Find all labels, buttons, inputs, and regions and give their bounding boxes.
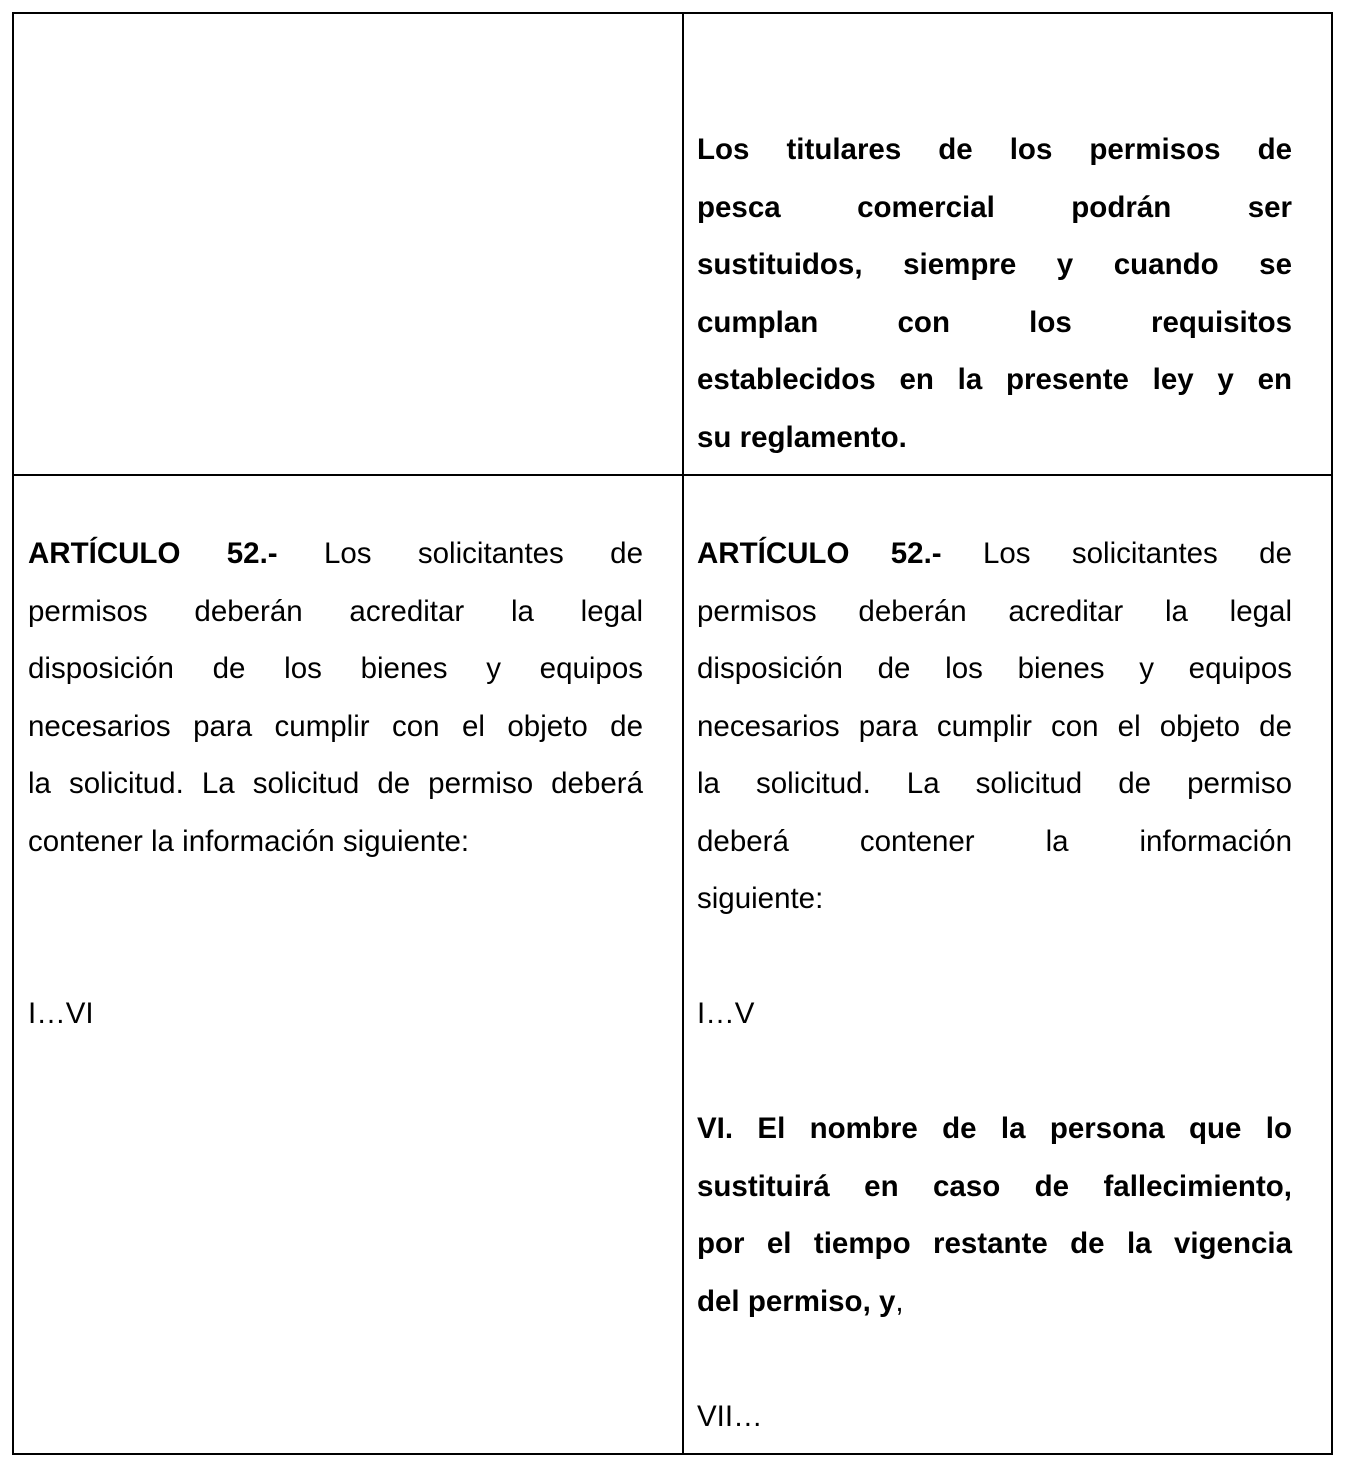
text-fragment: Los solicitantes de xyxy=(277,537,643,570)
text-line: la solicitud. La solicitud de permiso deberá xyxy=(28,767,643,800)
fractions-reference: I…V xyxy=(697,997,755,1030)
comparison-table xyxy=(12,12,1333,1455)
text-line: siguiente: xyxy=(697,882,824,915)
fraction-vii: VII… xyxy=(697,1400,763,1433)
article-label: ARTÍCULO 52.- xyxy=(28,537,278,570)
column-divider xyxy=(682,14,684,1453)
text-line: contener la información siguiente: xyxy=(28,824,470,858)
text-line xyxy=(697,1273,1292,1331)
text-line: sustituirá en caso de fallecimiento, xyxy=(697,1169,1292,1203)
row-divider xyxy=(14,474,1331,476)
text-line xyxy=(697,525,1292,583)
text-line: sustituidos, siempre y cuando se xyxy=(697,248,1292,281)
text-line: por el tiempo restante de la vigencia xyxy=(697,1227,1292,1260)
text-line: establecidos en la presente ley y en xyxy=(697,363,1292,396)
text-line: necesarios para cumplir con el objeto de xyxy=(697,709,1292,743)
fractions-reference: I…VI xyxy=(28,997,94,1030)
text-fragment: Los solicitantes de xyxy=(941,537,1292,570)
fraction-vi xyxy=(697,1100,1292,1330)
text-line xyxy=(28,525,643,583)
text-fragment: , xyxy=(895,1284,904,1318)
text-line: su reglamento. xyxy=(697,420,907,454)
cell-top-left xyxy=(14,14,682,474)
text-fragment: del permiso, y xyxy=(697,1284,896,1318)
text-line: Los titulares de los permisos de xyxy=(697,133,1292,166)
cell-bottom-left-text xyxy=(28,525,643,870)
text-line: necesarios para cumplir con el objeto de xyxy=(28,709,643,743)
article-label: ARTÍCULO 52.- xyxy=(697,537,942,570)
text-line: VI. El nombre de la persona que lo xyxy=(697,1112,1292,1145)
text-line: permisos deberán acreditar la legal xyxy=(28,594,643,628)
text-line: pesca comercial podrán ser xyxy=(697,190,1292,224)
text-line: la solicitud. La solicitud de permiso xyxy=(697,767,1292,800)
text-line: disposición de los bienes y equipos xyxy=(28,652,643,685)
cell-top-right-text xyxy=(697,121,1292,466)
text-line: cumplan con los requisitos xyxy=(697,305,1292,339)
cell-bottom-right-text xyxy=(697,525,1292,928)
text-line: disposición de los bienes y equipos xyxy=(697,652,1292,685)
text-line: deberá contener la información xyxy=(697,824,1292,858)
text-line: permisos deberán acreditar la legal xyxy=(697,594,1292,628)
